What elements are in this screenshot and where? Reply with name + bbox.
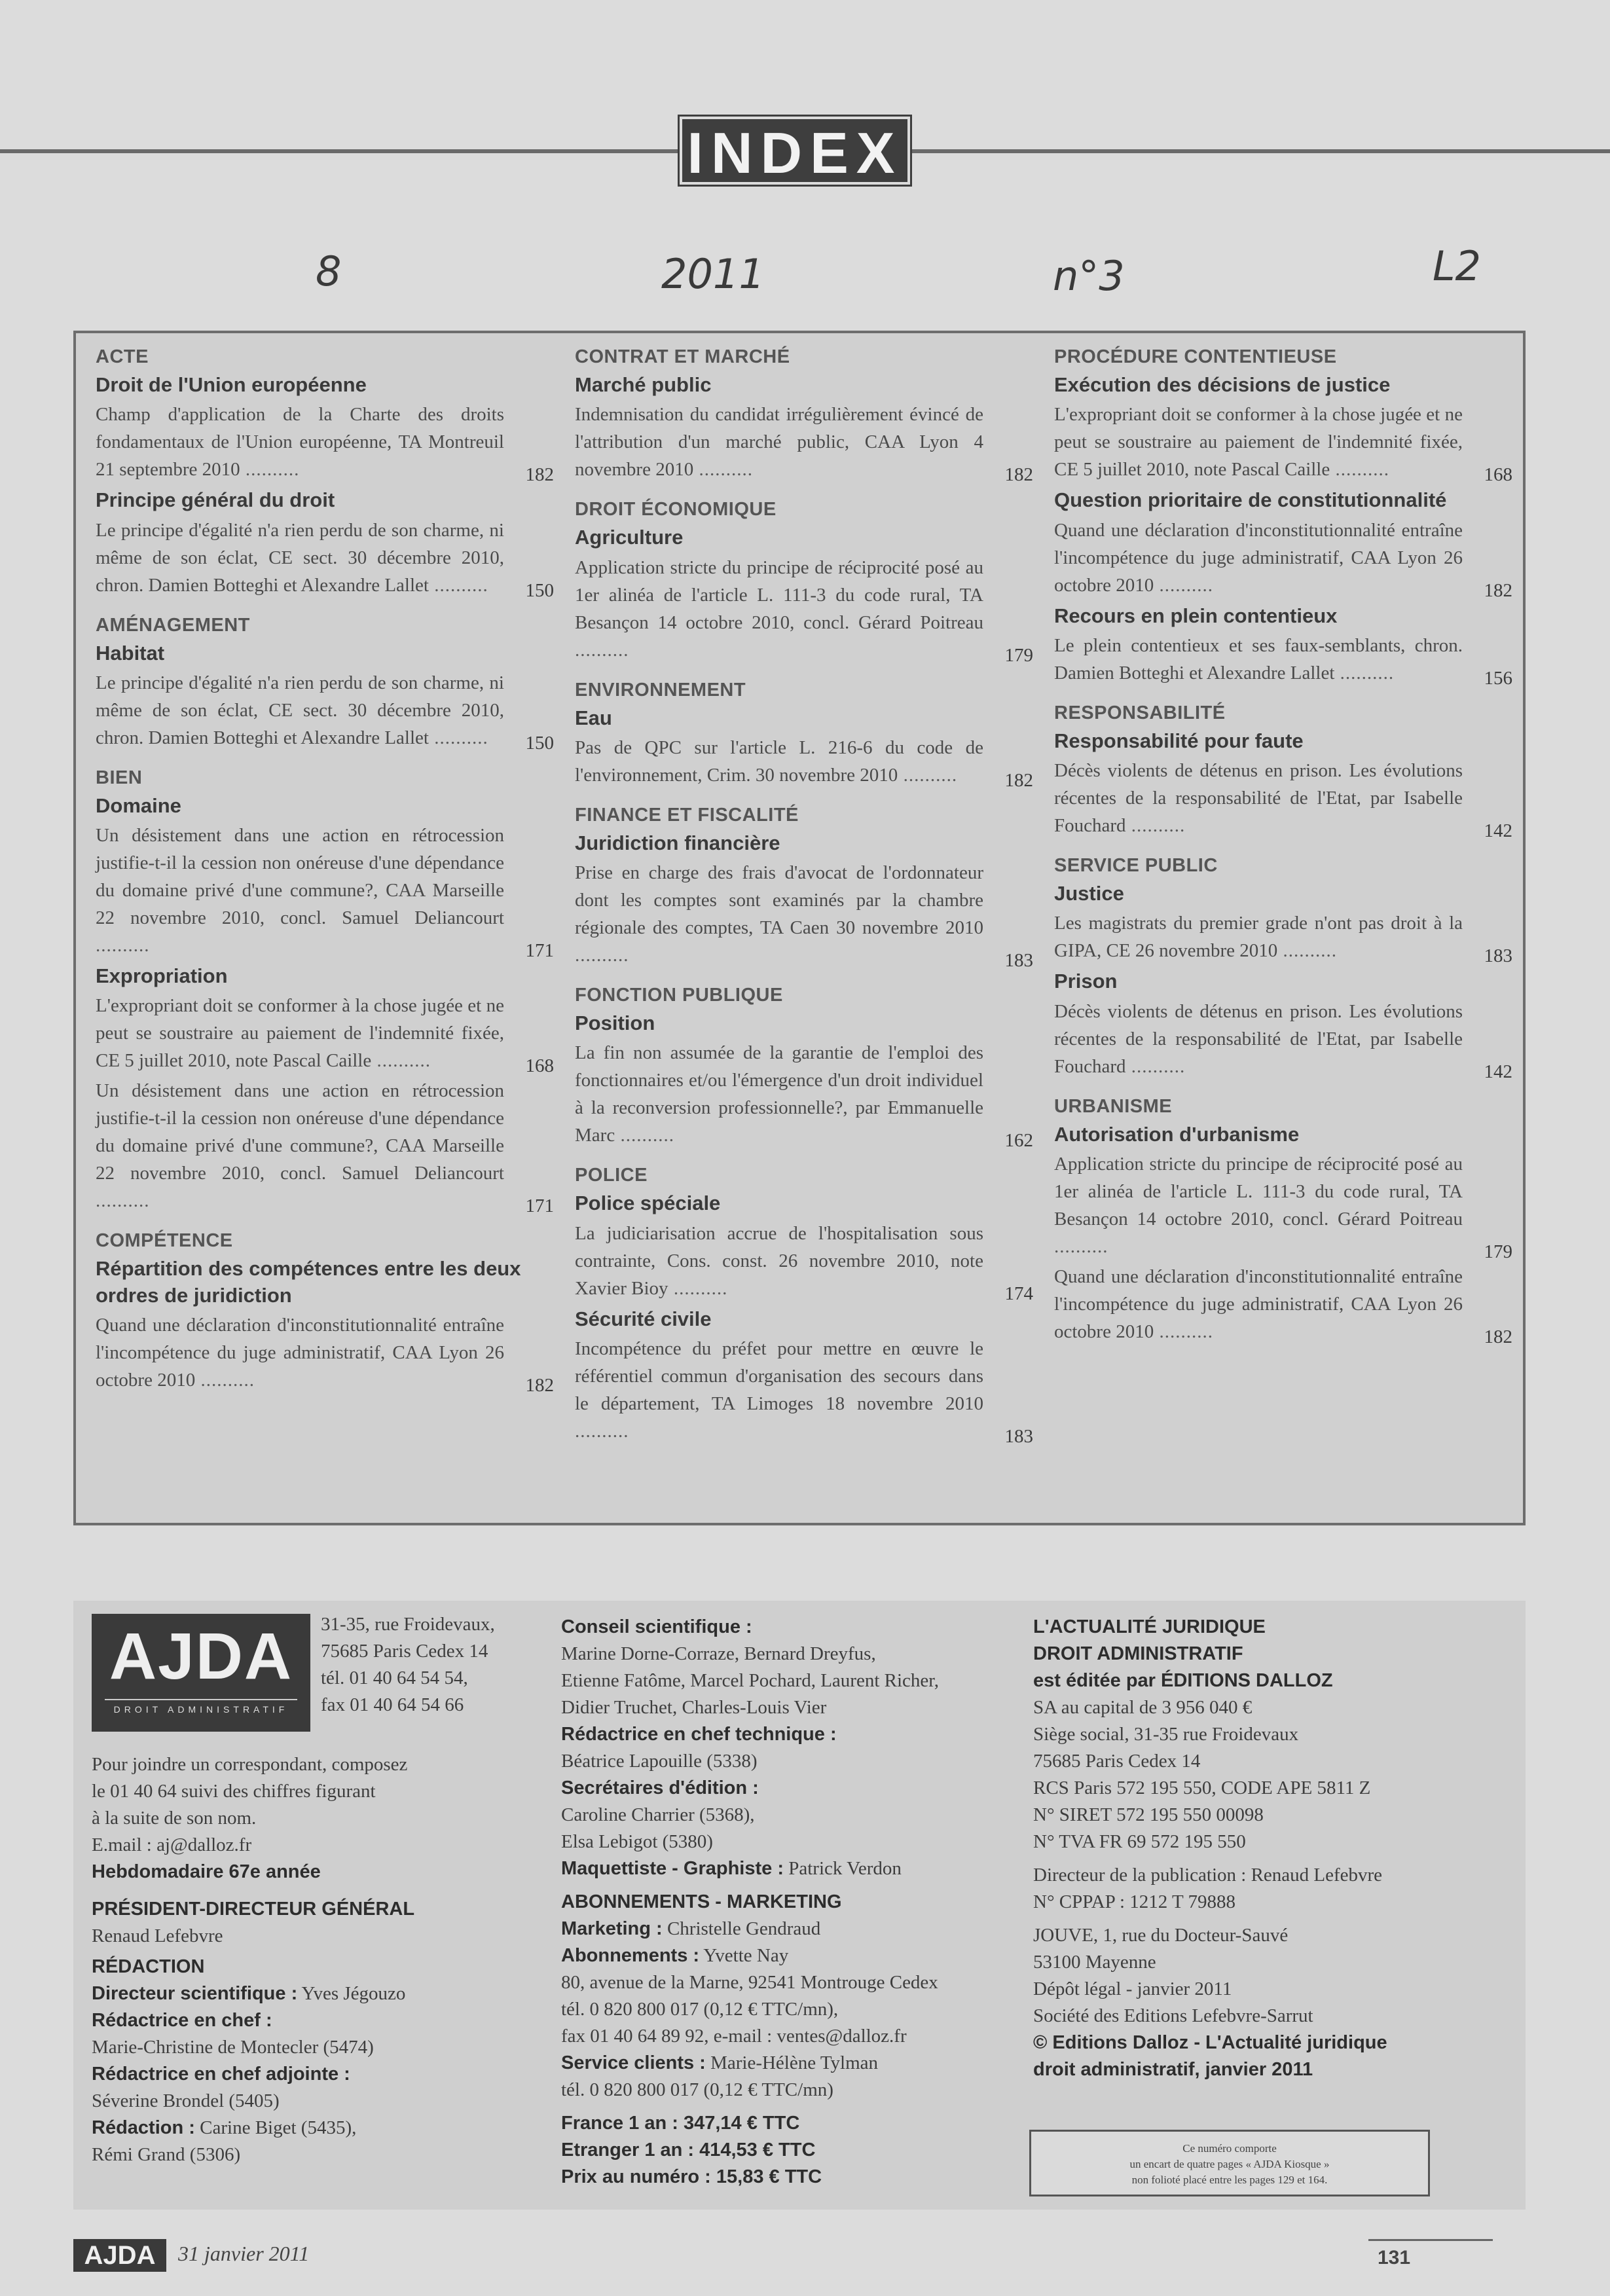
index-subheading: Exécution des décisions de justice — [1054, 373, 1391, 396]
price-france: France 1 an : 347,14 € TTC — [561, 2113, 800, 2134]
index-subheading: Expropriation — [96, 964, 228, 988]
index-section-heading: CONTRAT ET MARCHÉ — [575, 346, 790, 367]
index-entry: Quand une déclaration d'inconstitutionnalité entraîne l'incompétence du juge administratif, CAA Lyon 26 octobre 2010 .......... 182 — [96, 1311, 554, 1394]
index-entry-page: 150 — [525, 579, 554, 601]
index-entry: Indemnisation du candidat irrégulièrement évincé de l'attribution d'un marché public, CAA Lyon 4 novembre 2010 .......... 182 — [575, 401, 1033, 483]
index-entry-text: Un désistement dans une action en rétrocession justifie-t-il la cession non onéreuse d'une dépendance du domaine privé d'une commune?, CAA Marseille 22 novembre 2010, concl. Samuel Deliancourt — [96, 1080, 504, 1184]
index-subheading: Justice — [1054, 882, 1124, 905]
handwritten-note: L2 — [1433, 242, 1481, 290]
index-subheading: Agriculture — [575, 526, 684, 549]
index-entry-text: La fin non assumée de la garantie de l'emploi des fonctionnaires et/ou l'émergence d'un droit individuel à la reconversion professionnelle?, par Emmanuelle Marc — [575, 1042, 983, 1146]
index-section-heading: FINANCE ET FISCALITÉ — [575, 804, 799, 826]
index-subheading: Prison — [1054, 970, 1118, 993]
index-entry: Quand une déclaration d'inconstitutionnalité entraîne l'incompétence du juge administratif, CAA Lyon 26 octobre 2010 .......... 182 — [1054, 1263, 1512, 1345]
index-entry-page: 182 — [525, 1375, 554, 1396]
ajda-logo: AJDA DROIT ADMINISTRATIF — [92, 1614, 310, 1732]
index-entry: Incompétence du préfet pour mettre en œuvre le référentiel commun d'organisation des secours dans le département, TA Limoges 18 novembre 2010 .......... 183 — [575, 1335, 1033, 1445]
index-entry-text: Incompétence du préfet pour mettre en œuvre le référentiel commun d'organisation des secours dans le département, TA Limoges 18 novembre 2010 — [575, 1338, 983, 1415]
price-etranger: Etranger 1 an : 414,53 € TTC — [561, 2140, 816, 2160]
price-issue: Prix au numéro : 15,83 € TTC — [561, 2166, 822, 2187]
index-subheading: Domaine — [96, 793, 181, 817]
handwritten-note: n°3 — [1053, 252, 1125, 300]
index-box — [73, 331, 1526, 1525]
index-entry: Application stricte du principe de réciprocité posé au 1er alinéa de l'article L. 111-3 du code rural, TA Besançon 14 octobre 2010, concl. Gérard Poitreau .......... 179 — [575, 554, 1033, 664]
index-subheading: Question prioritaire de constitutionnalité — [1054, 488, 1447, 512]
index-entry-text: Pas de QPC sur l'article L. 216-6 du code de l'environnement, Crim. 30 novembre 2010 — [575, 737, 983, 786]
index-section-heading: COMPÉTENCE — [96, 1230, 233, 1252]
index-section-heading: POLICE — [575, 1165, 648, 1186]
index-entry-page: 183 — [1484, 945, 1512, 967]
index-entry-text: Le principe d'égalité n'a rien perdu de son charme, ni même de son éclat, CE sect. 30 décembre 2010, chron. Damien Botteghi et Alexandre Lallet — [96, 672, 504, 748]
index-entry-page: 179 — [1004, 644, 1033, 666]
index-column-2 — [575, 346, 1033, 1448]
index-entry-page: 171 — [525, 940, 554, 962]
handwritten-note: 2011 — [661, 250, 765, 298]
index-entry-page: 183 — [1004, 950, 1033, 972]
index-entry-page: 168 — [525, 1055, 554, 1077]
index-entry: Un désistement dans une action en rétrocession justifie-t-il la cession non onéreuse d'une dépendance du domaine privé d'une commune?, CAA Marseille 22 novembre 2010, concl. Samuel Deliancourt .......... 171 — [96, 1077, 554, 1214]
footer-logo: AJDA — [73, 2239, 166, 2272]
index-entry-text: Quand une déclaration d'inconstitutionnalité entraîne l'incompétence du juge administratif, CAA Lyon 26 octobre 2010 — [96, 1315, 504, 1391]
index-entry-page: 162 — [1004, 1130, 1033, 1152]
index-entry-text: Champ d'application de la Charte des droits fondamentaux de l'Union européenne, TA Montreuil 21 septembre 2010 — [96, 404, 504, 481]
index-entry-text: Le plein contentieux et ses faux-semblants, chron. Damien Botteghi et Alexandre Lallet — [1054, 634, 1463, 683]
index-entry-text: Indemnisation du candidat irrégulièrement évincé de l'attribution d'un marché public, CAA Lyon 4 novembre 2010 — [575, 404, 983, 481]
index-entry-text: Les magistrats du premier grade n'ont pas droit à la GIPA, CE 26 novembre 2010 — [1054, 913, 1463, 962]
index-subheading: Eau — [575, 706, 612, 729]
index-subheading: Position — [575, 1011, 655, 1035]
footer-date: 31 janvier 2011 — [178, 2242, 310, 2265]
index-subheading: Marché public — [575, 373, 712, 396]
index-entry-page: 168 — [1484, 464, 1512, 486]
index-entry: Application stricte du principe de réciprocité posé au 1er alinéa de l'article L. 111-3 du code rural, TA Besançon 14 octobre 2010, concl. Gérard Poitreau .......... 179 — [1054, 1150, 1512, 1260]
index-section-heading: FONCTION PUBLIQUE — [575, 985, 783, 1006]
index-entry-text: Prise en charge des frais d'avocat de l'ordonnateur dont les comptes sont examinés par la chambre régionale des comptes, TA Caen 30 novembre 2010 — [575, 862, 983, 939]
index-entry-page: 171 — [525, 1195, 554, 1217]
index-entry-page: 182 — [525, 464, 554, 486]
index-entry-page: 182 — [1484, 579, 1512, 601]
page-title: INDEX — [680, 117, 910, 185]
index-entry-page: 182 — [1004, 769, 1033, 791]
index-entry-text: Décès violents de détenus en prison. Les évolutions récentes de la responsabilité de l'Etat, par Isabelle Fouchard — [1054, 1000, 1463, 1077]
index-entry: La fin non assumée de la garantie de l'emploi des fonctionnaires et/ou l'émergence d'un droit individuel à la reconversion professionnelle?, par Emmanuelle Marc .......... 162 — [575, 1039, 1033, 1149]
index-subheading: Principe général du droit — [96, 488, 335, 512]
index-entry: Le plein contentieux et ses faux-semblants, chron. Damien Botteghi et Alexandre Lallet .......... 156 — [1054, 632, 1512, 687]
index-column-3 — [1054, 346, 1512, 1348]
index-entry: Prise en charge des frais d'avocat de l'ordonnateur dont les comptes sont examinés par la chambre régionale des comptes, TA Caen 30 novembre 2010 .......... 183 — [575, 859, 1033, 969]
index-entry-page: 150 — [525, 732, 554, 754]
index-entry-page: 182 — [1004, 464, 1033, 486]
publisher-address: 31-35, rue Froidevaux, 75685 Paris Cedex 14 tél. 01 40 64 54 54, fax 01 40 64 54 66 — [321, 1614, 495, 1715]
index-entry: Les magistrats du premier grade n'ont pas droit à la GIPA, CE 26 novembre 2010 .......... 183 — [1054, 909, 1512, 964]
index-entry-text: L'expropriant doit se conformer à la chose jugée et ne peut se soustraire au paiement de l'indemnité fixée, CE 5 juillet 2010, note Pascal Caille — [96, 995, 504, 1072]
email: E.mail : aj@dalloz.fr — [92, 1834, 252, 1855]
index-entry-text: Quand une déclaration d'inconstitutionnalité entraîne l'incompétence du juge administratif, CAA Lyon 26 octobre 2010 — [1054, 519, 1463, 596]
index-subheading: Habitat — [96, 641, 165, 665]
index-section-heading: DROIT ÉCONOMIQUE — [575, 499, 777, 520]
index-entry-text: Le principe d'égalité n'a rien perdu de son charme, ni même de son éclat, CE sect. 30 décembre 2010, chron. Damien Botteghi et Alexandre Lallet — [96, 519, 504, 596]
index-entry-text: Quand une déclaration d'inconstitutionnalité entraîne l'incompétence du juge administratif, CAA Lyon 26 octobre 2010 — [1054, 1266, 1463, 1343]
colophon-left: Pour joindre un correspondant, composez le 01 40 64 suivi des chiffres figurant à la suite de son nom. E.mail : aj@dalloz.fr Hebdomadaire 67e année PRÉSIDENT-DIRECTEUR GÉNÉRAL Renaud Lefebvre RÉDACTION Directeur scientifique : Yves Jégouzo Rédactrice en chef : Marie-Christine de Montecler (5474) Rédactrice en chef adjointe : Séverine Brondel (5405) Rédaction : Carine Biget (5435), Rémi Grand (5306) — [92, 1751, 511, 2168]
colophon-middle: Conseil scientifique : Marine Dorne-Corraze, Bernard Dreyfus, Etienne Fatôme, Marcel Pochard, Laurent Richer, Didier Truchet, Charles-Louis Vier Rédactrice en chef technique : Béatrice Lapouille (5338) Secrétaires d'édition : Caroline Charrier (5368), Elsa Lebigot (5380) Maquettiste - Graphiste : Patrick Verdon ABONNEMENTS - MARKETING Marketing : Christelle Gendraud Abonnements : Yvette Nay 80, avenue de la Marne, 92541 Montrouge Cedex tél. 0 820 800 017 (0,12 € TTC/mn), fax 01 40 64 89 92, e-mail : ventes@dalloz.fr Service clients : Marie-Hélène Tylman tél. 0 820 800 017 (0,12 € TTC/mn) France 1 an : 347,14 € TTC Etranger 1 an : 414,53 € TTC Prix au numéro : 15,83 € TTC — [561, 1614, 1033, 2191]
index-subheading: Droit de l'Union européenne — [96, 373, 367, 396]
index-entry: Quand une déclaration d'inconstitutionnalité entraîne l'incompétence du juge administratif, CAA Lyon 26 octobre 2010 .......... 182 — [1054, 517, 1512, 599]
index-section-heading: RESPONSABILITÉ — [1054, 702, 1226, 723]
index-subheading: Recours en plein contentieux — [1054, 604, 1338, 627]
index-subheading: Autorisation d'urbanisme — [1054, 1122, 1300, 1146]
index-entry: Le principe d'égalité n'a rien perdu de son charme, ni même de son éclat, CE sect. 30 décembre 2010, chron. Damien Botteghi et Alexandre Lallet .......... 150 — [96, 669, 554, 752]
insert-notice: Ce numéro comporte un encart de quatre pages « AJDA Kiosque » non folioté placé entre les pages 129 et 164. — [1029, 2130, 1430, 2196]
colophon-right: L'ACTUALITÉ JURIDIQUE DROIT ADMINISTRATIF est éditée par ÉDITIONS DALLOZ SA au capital de 3 956 040 € Siège social, 31-35 rue Froidevaux 75685 Paris Cedex 14 RCS Paris 572 195 550, CODE APE 5811 Z N° SIRET 572 195 550 00098 N° TVA FR 69 572 195 550 Directeur de la publication : Renaud Lefebvre N° CPPAP : 1212 T 79888 JOUVE, 1, rue du Docteur-Sauvé 53100 Mayenne Dépôt légal - janvier 2011 Société des Editions Lefebvre-Sarrut © Editions Dalloz - L'Actualité juridique droit administratif, janvier 2011 — [1033, 1616, 1387, 2080]
index-entry-text: Application stricte du principe de réciprocité posé au 1er alinéa de l'article L. 111-3 du code rural, TA Besançon 14 octobre 2010, concl. Gérard Poitreau — [1054, 1154, 1463, 1230]
index-subheading: Police spéciale — [575, 1192, 721, 1215]
index-entry-text: Décès violents de détenus en prison. Les évolutions récentes de la responsabilité de l'Etat, par Isabelle Fouchard — [1054, 760, 1463, 837]
colophon — [73, 1601, 1526, 2210]
index-entry-text: L'expropriant doit se conformer à la chose jugée et ne peut se soustraire au paiement de l'indemnité fixée, CE 5 juillet 2010, note Pascal Caille — [1054, 404, 1463, 481]
index-section-heading: URBANISME — [1054, 1095, 1173, 1117]
page-number: 131 — [1378, 2247, 1411, 2269]
index-column-1 — [96, 346, 554, 1394]
index-entry: Le principe d'égalité n'a rien perdu de son charme, ni même de son éclat, CE sect. 30 décembre 2010, chron. Damien Botteghi et Alexandre Lallet .......... 150 — [96, 517, 554, 599]
index-entry: L'expropriant doit se conformer à la chose jugée et ne peut se soustraire au paiement de l'indemnité fixée, CE 5 juillet 2010, note Pascal Caille .......... 168 — [1054, 401, 1512, 483]
index-section-heading: SERVICE PUBLIC — [1054, 855, 1218, 877]
index-entry-text: La judiciarisation accrue de l'hospitalisation sous contrainte, Cons. const. 26 novembre 2010, note Xavier Bioy — [575, 1222, 983, 1299]
index-entry-page: 179 — [1484, 1241, 1512, 1263]
index-entry-page: 183 — [1004, 1426, 1033, 1448]
index-entry: L'expropriant doit se conformer à la chose jugée et ne peut se soustraire au paiement de l'indemnité fixée, CE 5 juillet 2010, note Pascal Caille .......... 168 — [96, 992, 554, 1074]
index-subheading: Sécurité civile — [575, 1307, 712, 1330]
index-entry-page: 142 — [1484, 1061, 1512, 1082]
index-entry-page: 156 — [1484, 667, 1512, 689]
index-entry-text: Un désistement dans une action en rétrocession justifie-t-il la cession non onéreuse d'une dépendance du domaine privé d'une commune?, CAA Marseille 22 novembre 2010, concl. Samuel Deliancourt — [96, 825, 504, 929]
weekly-label: Hebdomadaire 67e année — [92, 1861, 321, 1882]
index-entry: Pas de QPC sur l'article L. 216-6 du code de l'environnement, Crim. 30 novembre 2010 .......... 182 — [575, 734, 1033, 789]
index-entry: Décès violents de détenus en prison. Les évolutions récentes de la responsabilité de l'Etat, par Isabelle Fouchard .......... 142 — [1054, 998, 1512, 1080]
index-section-heading: PROCÉDURE CONTENTIEUSE — [1054, 346, 1337, 367]
index-entry-text: Application stricte du principe de réciprocité posé au 1er alinéa de l'article L. 111-3 du code rural, TA Besançon 14 octobre 2010, concl. Gérard Poitreau — [575, 556, 983, 633]
index-entry-page: 142 — [1484, 820, 1512, 842]
footer-rule — [1368, 2239, 1493, 2241]
index-section-heading: ENVIRONNEMENT — [575, 679, 746, 701]
index-subheading: Répartition des compétences entre les deux ordres de juridiction — [96, 1257, 521, 1307]
index-entry: La judiciarisation accrue de l'hospitalisation sous contrainte, Cons. const. 26 novembre 2010, note Xavier Bioy .......... 174 — [575, 1220, 1033, 1302]
index-subheading: Juridiction financière — [575, 831, 780, 854]
index-section-heading: ACTE — [96, 346, 149, 367]
index-section-heading: BIEN — [96, 767, 143, 788]
index-entry: Champ d'application de la Charte des droits fondamentaux de l'Union européenne, TA Montreuil 21 septembre 2010 .......... 182 — [96, 401, 554, 483]
index-section-heading: AMÉNAGEMENT — [96, 614, 250, 636]
handwritten-note: 8 — [316, 247, 342, 295]
index-subheading: Responsabilité pour faute — [1054, 729, 1304, 752]
index-entry: Décès violents de détenus en prison. Les évolutions récentes de la responsabilité de l'Etat, par Isabelle Fouchard .......... 142 — [1054, 757, 1512, 839]
index-entry-page: 174 — [1004, 1283, 1033, 1304]
index-entry: Un désistement dans une action en rétrocession justifie-t-il la cession non onéreuse d'une dépendance du domaine privé d'une commune?, CAA Marseille 22 novembre 2010, concl. Samuel Deliancourt .......... 171 — [96, 822, 554, 959]
index-entry-page: 182 — [1484, 1326, 1512, 1348]
